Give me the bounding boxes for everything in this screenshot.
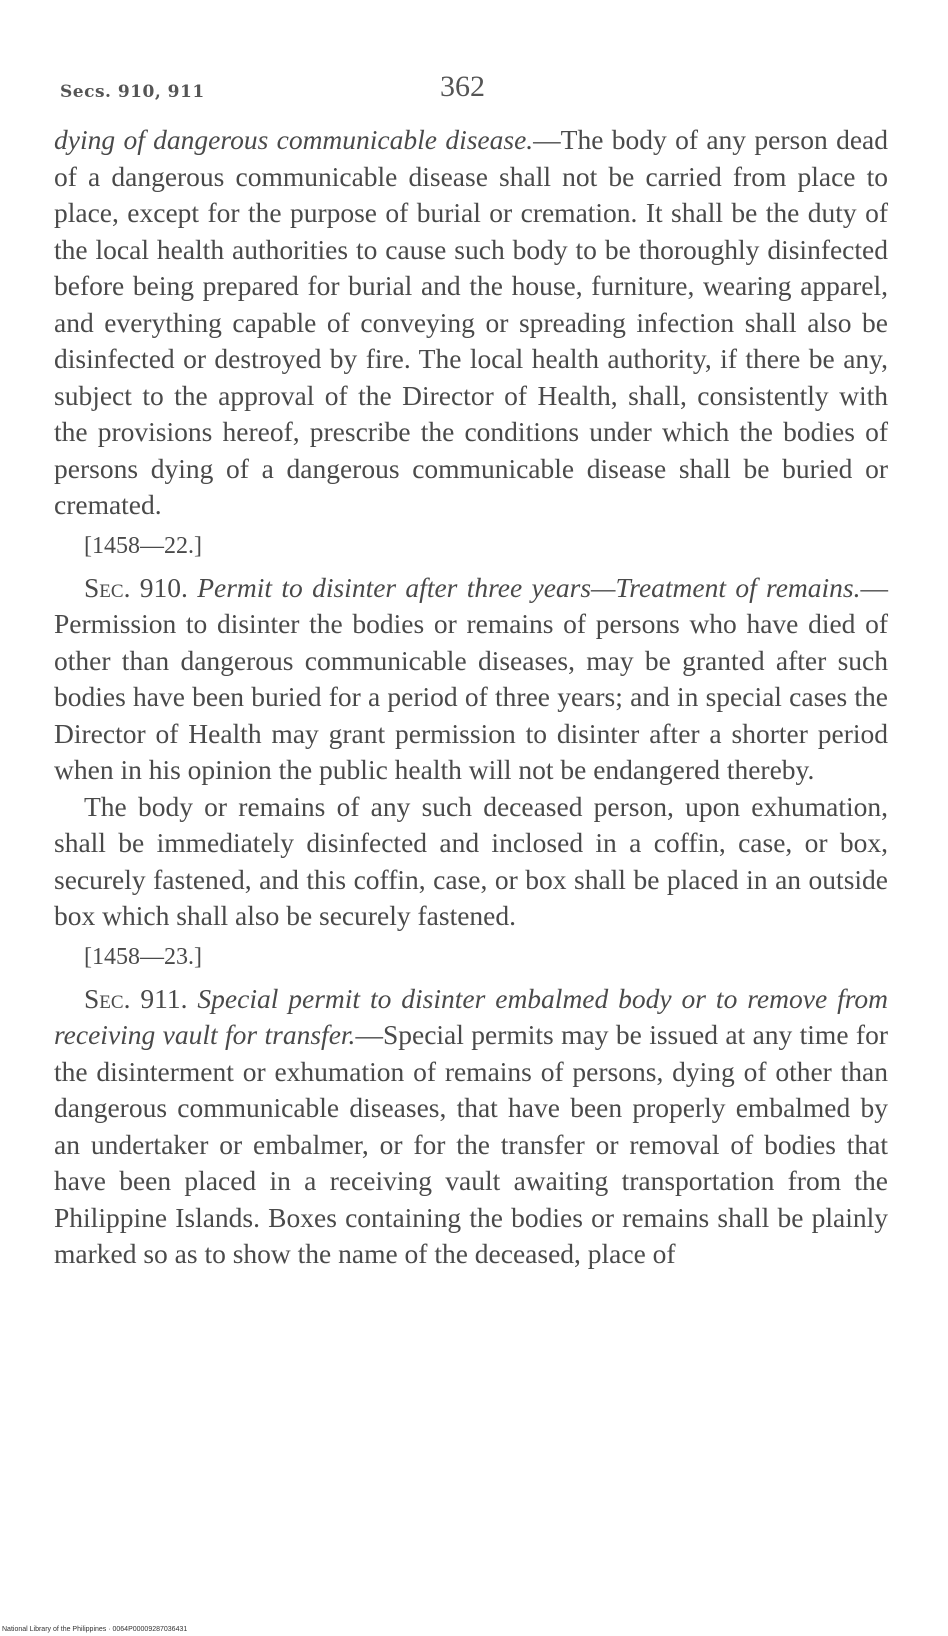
page-header bbox=[60, 70, 880, 110]
paragraph-disposal-of-bodies bbox=[54, 122, 888, 524]
section-title: Permit to disinter after three years—Treatment of remains. bbox=[197, 571, 861, 603]
scan-footer: National Library of the Philippines · 0064P00009287036431 bbox=[2, 1626, 188, 1633]
section-label: Sec. 911. bbox=[84, 982, 188, 1014]
section-reference: Secs. 910, 911 bbox=[60, 82, 205, 102]
section-910-paragraph-2: The body or remains of any such deceased person, upon exhumation, shall be immediately disinfected and inclosed in a coffin, case, or box, securely fastened, and this coffin, case, or box shall be placed in an outside box which shall also be securely fastened. bbox=[54, 790, 888, 931]
citation: [1458—22.] bbox=[84, 532, 202, 559]
section-910 bbox=[54, 570, 888, 789]
page-number: 362 bbox=[440, 70, 485, 103]
citation: [1458—23.] bbox=[84, 943, 202, 970]
section-911 bbox=[54, 981, 888, 1273]
paragraph-text: —The body of any person dead of a dangerous communicable disease shall not be carried from place to place, except for the purpose of burial or cremation. It shall be the duty of the local health authorities to cause such body to be thoroughly disinfected before being prepared for burial and the house, furniture, wearing apparel, and everything capable of conveying or spreading infection shall also be disinfected or destroyed by fire. The local health authority, if there be any, subject to the approval of the Director of Health, shall, consistently with the provisions hereof, prescribe the conditions under which the bodies of persons dying of a dangerous communicable disease shall be buried or cremated. bbox=[54, 124, 888, 520]
section-text: —Special permits may be issued at any time for the disinterment or exhumation of remains of persons, dying of other than dangerous communicable diseases, that have been properly embalmed by an undertaker or embalmer, or for the transfer or removal of bodies that have been placed in a receiving vault awaiting transportation from the Philippine Islands. Boxes containing the bodies or remains shall be plainly marked so as to show the name of the deceased, place of bbox=[54, 1019, 888, 1269]
section-title: Special permit to disinter embalmed body or to remove from receiving vault for transfer. bbox=[54, 982, 888, 1050]
body-text bbox=[54, 122, 888, 1273]
section-text: —Permission to disinter the bodies or remains of persons who have died of other than dangerous communicable diseases, may be granted after such bodies have been buried for a period of three years; and in special cases the Director of Health may grant permission to disinter after a shorter period when in his opinion the public health will not be endangered thereby. bbox=[54, 571, 889, 785]
paragraph-title: dying of dangerous communicable disease. bbox=[54, 124, 534, 155]
section-label: Sec. 910. bbox=[84, 571, 188, 603]
